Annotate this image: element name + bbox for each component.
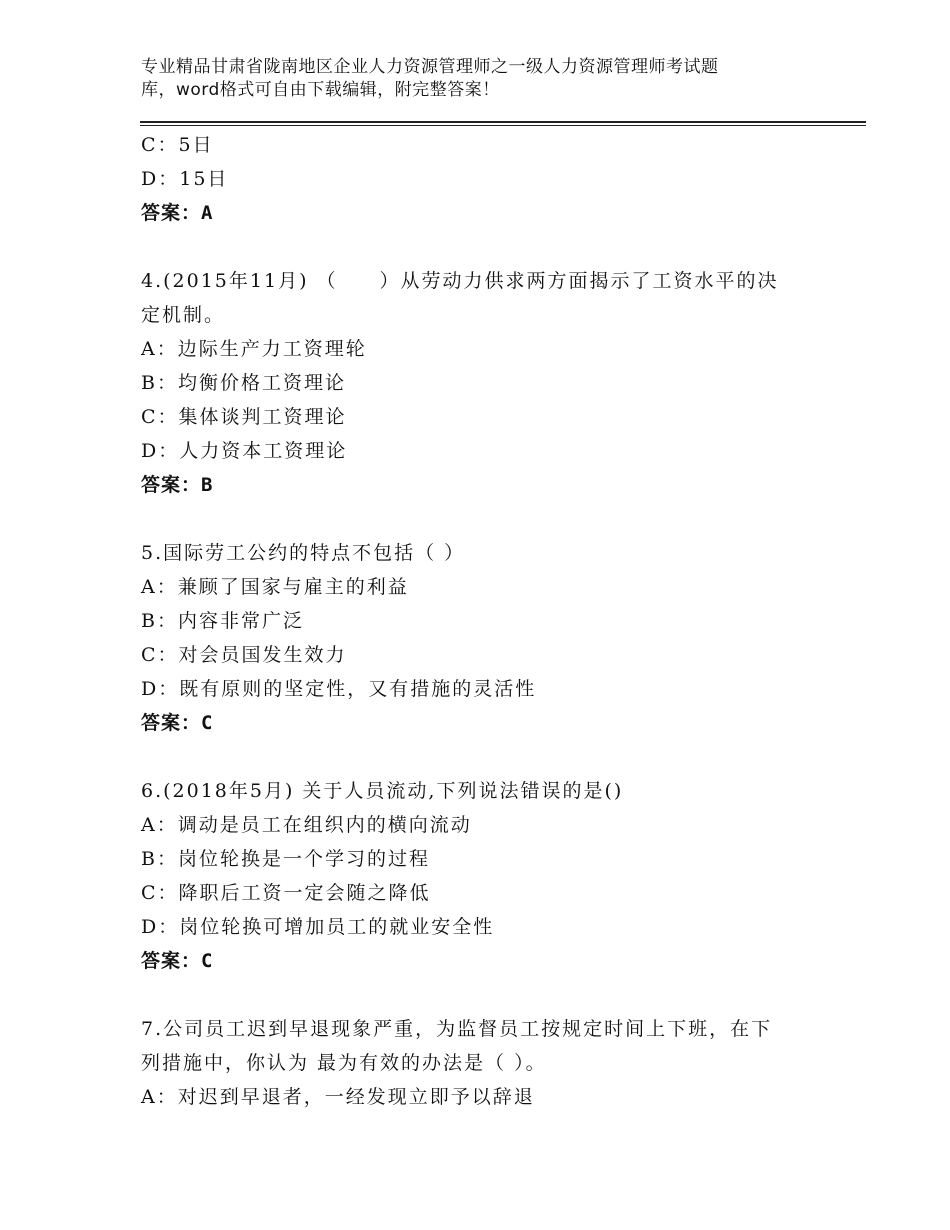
q4-option-b: B：均衡价格工资理论 [141, 372, 346, 394]
document-header [141, 56, 791, 102]
q7-stem-line-2: 列措施中，你认为 最为有效的办法是（ ）。 [141, 1052, 547, 1074]
q6-option-c: C：降职后工资一定会随之降低 [141, 882, 431, 904]
q3-answer [141, 196, 213, 230]
q3-option-d: D：15日 [141, 168, 229, 190]
answer-value: C [201, 712, 214, 734]
q5-answer [141, 706, 213, 740]
q5-option-c: C：对会员国发生效力 [141, 644, 347, 666]
header-divider-thin [140, 125, 866, 126]
q6-answer [141, 944, 213, 978]
answer-label: 答案： [141, 950, 202, 972]
answer-value: C [201, 950, 214, 972]
q4-stem-line-2: 定机制。 [141, 304, 226, 326]
q3-option-c: C：5日 [141, 134, 214, 156]
q6-option-d: D：岗位轮换可增加员工的就业安全性 [141, 916, 495, 938]
answer-label: 答案： [141, 202, 202, 224]
q6-option-b: B：岗位轮换是一个学习的过程 [141, 848, 430, 870]
q4-option-c: C：集体谈判工资理论 [141, 406, 347, 428]
q6-stem-line-1: 6.(2018年5月) 关于人员流动,下列说法错误的是() [141, 780, 624, 802]
q7-option-a: A：对迟到早退者，一经发现立即予以辞退 [141, 1086, 535, 1108]
q7-stem-line-1: 7.公司员工迟到早退现象严重，为监督员工按规定时间上下班，在下 [141, 1018, 773, 1040]
answer-value: A [201, 202, 214, 224]
q5-stem-line-1: 5.国际劳工公约的特点不包括（ ） [141, 542, 466, 564]
q4-option-d: D：人力资本工资理论 [141, 440, 348, 462]
q5-option-d: D：既有原则的坚定性，又有措施的灵活性 [141, 678, 537, 700]
q4-option-a: A：边际生产力工资理轮 [141, 338, 367, 360]
header-line-2: 库，word格式可自由下载编辑，附完整答案！ [141, 80, 500, 100]
header-divider-thick [140, 121, 866, 123]
q5-option-b: B：内容非常广泛 [141, 610, 304, 632]
answer-label: 答案： [141, 712, 202, 734]
q6-option-a: A：调动是员工在组织内的横向流动 [141, 814, 472, 836]
q4-stem-line-1: 4.(2015年11月) （ ）从劳动力供求两方面揭示了工资水平的决 [141, 270, 779, 292]
header-line-1: 专业精品甘肃省陇南地区企业人力资源管理师之一级人力资源管理师考试题 [141, 57, 719, 77]
q5-option-a: A：兼顾了国家与雇主的利益 [141, 576, 409, 598]
answer-value: B [201, 474, 214, 496]
q4-answer [141, 468, 213, 502]
answer-label: 答案： [141, 474, 202, 496]
